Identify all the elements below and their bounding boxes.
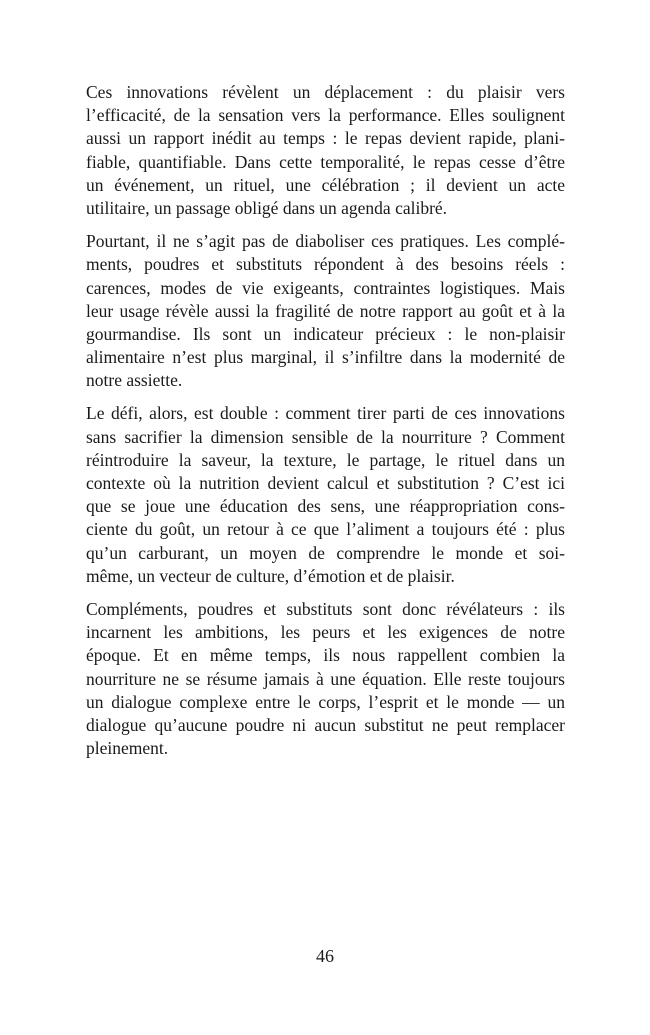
text-line: l’efficacité, de la sensation vers la performance. Elles soulignent (86, 105, 565, 126)
text-line: que se joue une éducation des sens, une réappropriation cons- (86, 496, 565, 517)
text-line: utilitaire, un passage obligé dans un agenda calibré. (86, 197, 448, 218)
text-line: réintroduire la saveur, la texture, le partage, le rituel dans un (86, 449, 565, 470)
text-line: gourmandise. Ils sont un indicateur précieux : le non-plaisir (86, 323, 565, 344)
paragraph (86, 230, 565, 392)
text-line: alimentaire n’est plus marginal, il s’infiltre dans la modernité de (86, 347, 565, 368)
text-line: Le défi, alors, est double : comment tirer parti de ces innovations (86, 403, 565, 424)
text-line: ments, poudres et substituts répondent à des besoins réels : (86, 254, 565, 275)
text-line: dialogue qu’aucune poudre ni aucun substitut ne peut remplacer (86, 714, 565, 735)
text-line: contexte où la nutrition devient calcul et substitution ? C’est ici (86, 473, 565, 493)
paragraph (86, 598, 565, 760)
text-line: nourriture ne se résume jamais à une équation. Elle reste toujours (86, 668, 565, 689)
text-line: un événement, un rituel, une célébration ; il devient un acte (86, 174, 565, 195)
text-line: époque. Et en même temps, ils nous rappellent combien la (86, 645, 565, 666)
text-line: même, un vecteur de culture, d’émotion et de plaisir. (86, 565, 455, 586)
text-line: leur usage révèle aussi la fragilité de notre rapport au goût et à la (86, 300, 565, 321)
paragraph (86, 402, 565, 588)
text-line: Compléments, poudres et substituts sont donc révélateurs : ils (86, 598, 565, 619)
text-line: Ces innovations révèlent un déplacement : du plaisir vers (86, 82, 565, 102)
body-text (86, 81, 565, 770)
text-line: notre assiette. (86, 370, 183, 391)
text-line: un dialogue complexe entre le corps, l’esprit et le monde — un (86, 691, 565, 712)
text-line: carences, modes de vie exigeants, contraintes logistiques. Mais (86, 277, 565, 298)
text-line: fiable, quantifiable. Dans cette temporalité, le repas cesse d’être (86, 151, 565, 172)
text-line: Pourtant, il ne s’agit pas de diaboliser ces pratiques. Les complé- (86, 231, 565, 252)
text-line: ciente du goût, un retour à ce que l’aliment a toujours été : plus (86, 519, 565, 540)
text-line: qu’un carburant, un moyen de comprendre le monde et soi- (86, 542, 565, 563)
text-line: sans sacrifier la dimension sensible de la nourriture ? Comment (86, 426, 565, 447)
text-line: incarnent les ambitions, les peurs et les exigences de notre (86, 622, 565, 643)
paragraph (86, 81, 565, 220)
text-line: aussi un rapport inédit au temps : le repas devient rapide, plani- (86, 128, 565, 149)
page-number: 46 (316, 946, 334, 966)
text-line: pleinement. (86, 738, 169, 759)
